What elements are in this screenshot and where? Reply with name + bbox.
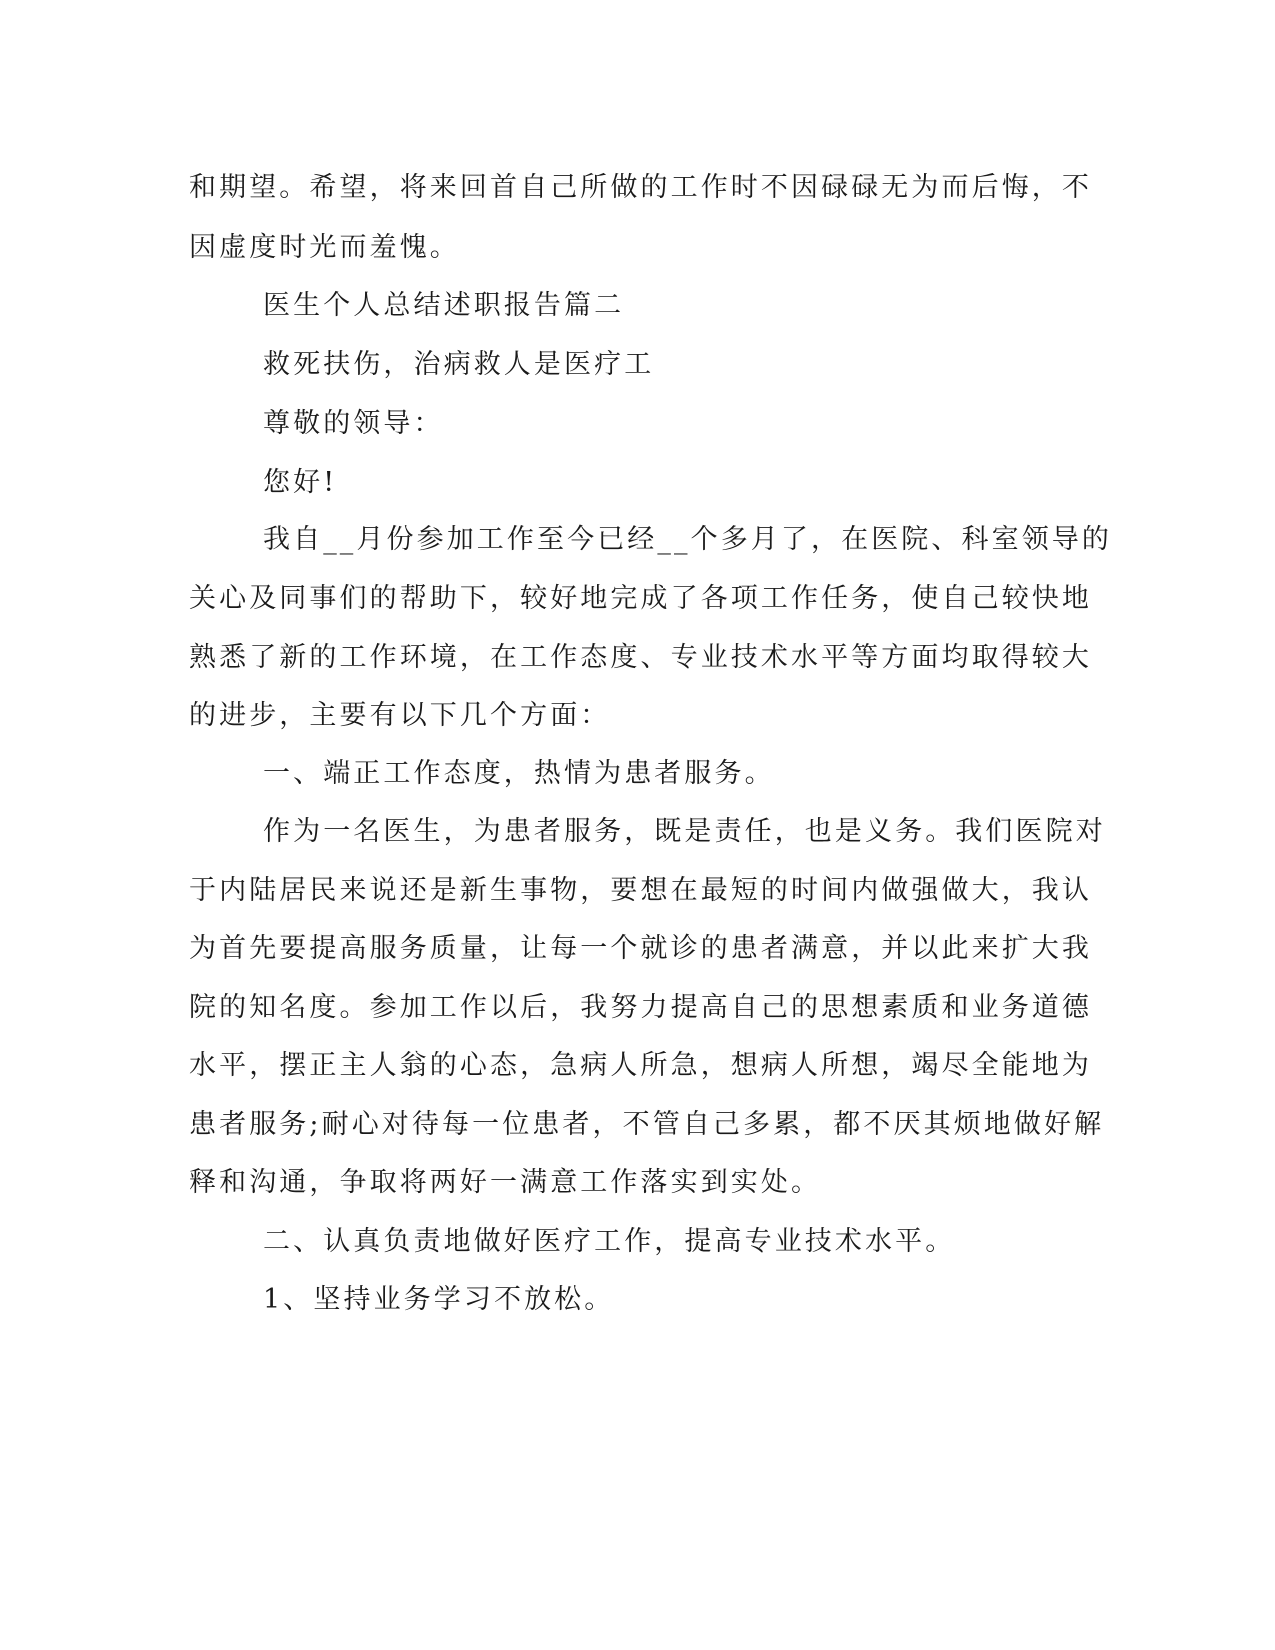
paragraph-line: 院的知名度。参加工作以后，我努力提高自己的思想素质和业务道德 xyxy=(189,992,1092,1023)
paragraph-line: 和期望。希望，将来回首自己所做的工作时不因碌碌无为而后悔，不 xyxy=(189,172,1092,203)
paragraph-line: 水平，摆正主人翁的心态，急病人所急，想病人所想，竭尽全能地为 xyxy=(189,1050,1092,1081)
section-title: 医生个人总结述职报告篇二 xyxy=(263,290,625,321)
paragraph-line: 为首先要提高服务质量，让每一个就诊的患者满意，并以此来扩大我 xyxy=(189,933,1092,964)
paragraph-line: 的进步，主要有以下几个方面： xyxy=(189,700,611,731)
section-heading: 一、端正工作态度，热情为患者服务。 xyxy=(263,758,775,789)
greeting: 您好! xyxy=(263,467,338,498)
paragraph-line: 救死扶伤，治病救人是医疗工 xyxy=(263,349,655,380)
salutation: 尊敬的领导： xyxy=(263,408,444,439)
paragraph-line: 我自__月份参加工作至今已经__个多月了，在医院、科室领导的 xyxy=(263,524,1112,555)
paragraph-line: 熟悉了新的工作环境，在工作态度、专业技术水平等方面均取得较大 xyxy=(189,642,1092,673)
subsection-heading: 1、坚持业务学习不放松。 xyxy=(263,1284,615,1315)
paragraph-line: 因虚度时光而羞愧。 xyxy=(189,232,460,263)
section-heading: 二、认真负责地做好医疗工作，提高专业技术水平。 xyxy=(263,1226,956,1257)
paragraph-line: 作为一名医生，为患者服务，既是责任，也是义务。我们医院对 xyxy=(263,816,1106,847)
paragraph-line: 关心及同事们的帮助下，较好地完成了各项工作任务，使自己较快地 xyxy=(189,583,1092,614)
paragraph-line: 患者服务;耐心对待每一位患者，不管自己多累，都不厌其烦地做好解 xyxy=(189,1109,1105,1140)
paragraph-line: 于内陆居民来说还是新生事物，要想在最短的时间内做强做大，我认 xyxy=(189,875,1092,906)
paragraph-line: 释和沟通，争取将两好一满意工作落实到实处。 xyxy=(189,1167,822,1198)
